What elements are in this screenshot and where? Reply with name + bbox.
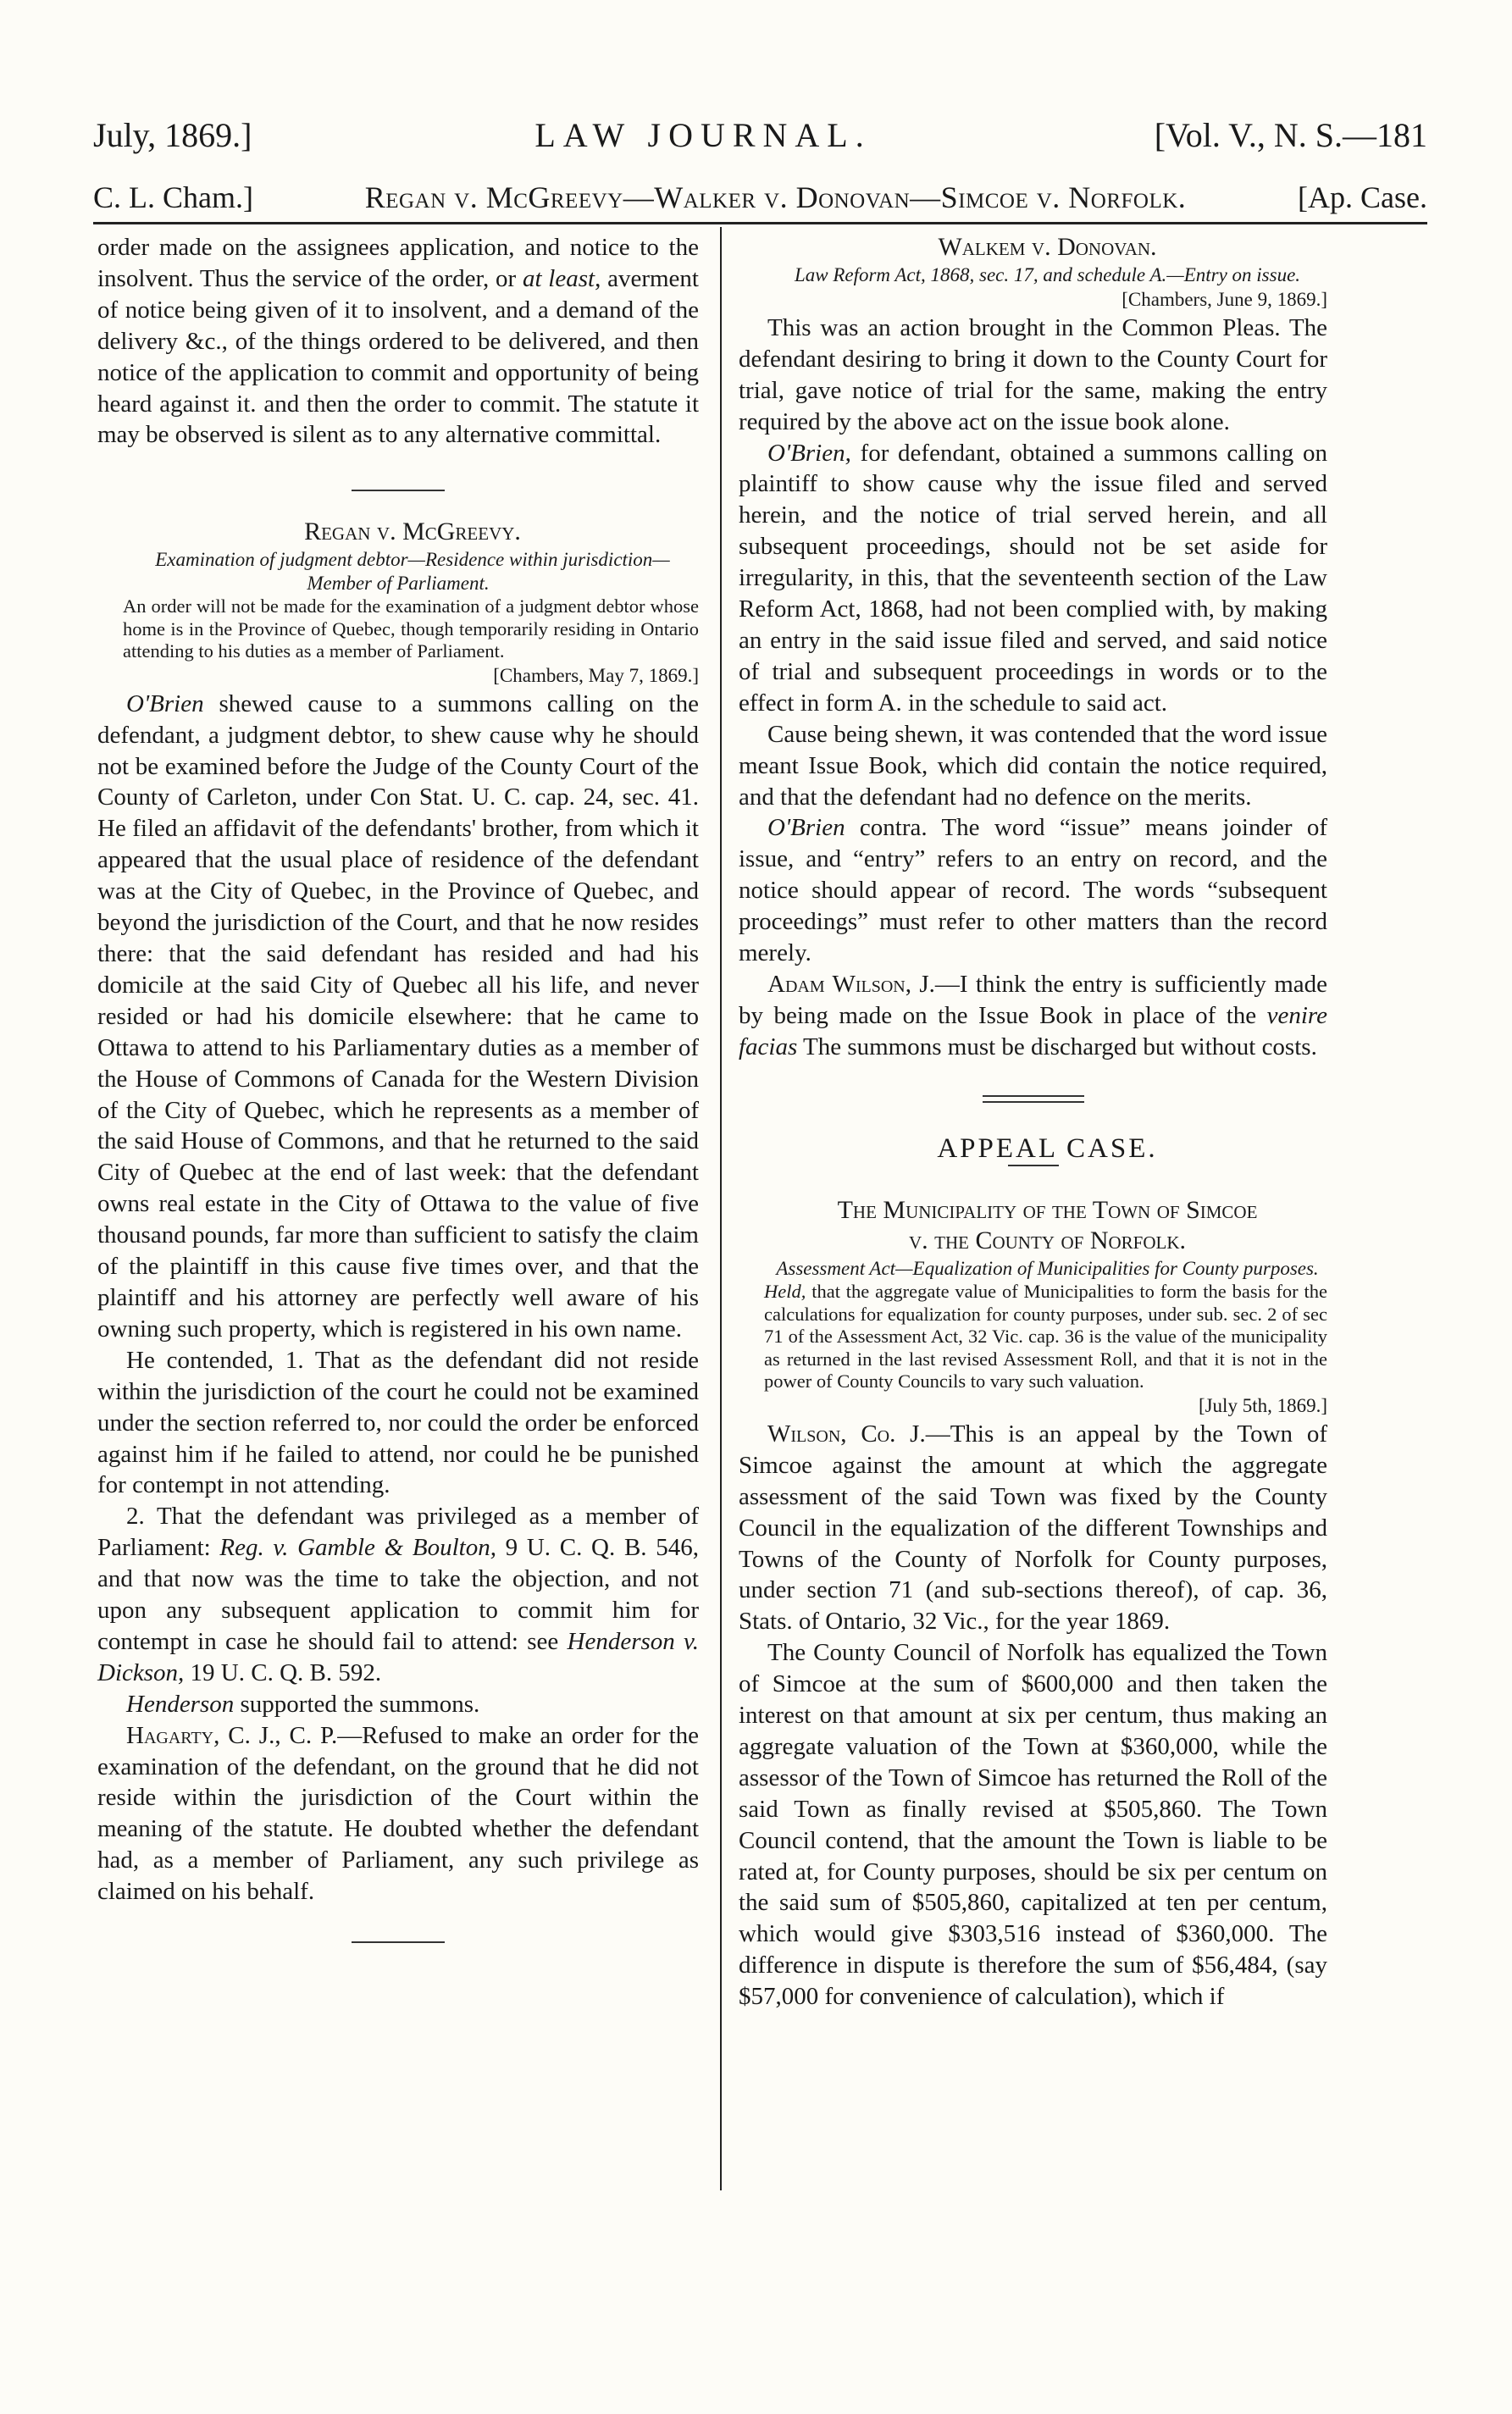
subhead-cases: Regan v. McGreevy—Walker v. Donovan—Simcoe v. Norfolk. — [364, 180, 1187, 214]
double-rule — [983, 1095, 1084, 1103]
case-title: Walkem v. Donovan. — [938, 233, 1157, 261]
case-title-line2: v. the County of Norfolk. — [908, 1226, 1186, 1255]
headnote: Held, that the aggregate value of Municipalities to form the basis for the calculations for equalization for county purposes, under sub. sec. 2 of sec 71 of the Assessment Act, 32 Vic. cap. 36 is the value of the municipality as returned in the last revised Assessment Roll, and that it is not in the power of County Councils to vary such valuation. — [764, 1281, 1327, 1392]
paragraph: Wilson, Co. J.—This is an appeal by the Town of Simcoe against the amount at which the aggregate assessment of the said Town was fixed by the County Council in the equalization of the different Townships and Towns of the County of Norfolk for County purposes, under section 71 (and sub-sections thereof), of cap. 36, Stats. of Ontario, 32 Vic., for the year 1869. — [739, 1420, 1327, 1636]
paragraph: The County Council of Norfolk has equalized the Town of Simcoe at the sum of $600,000 and then taken the interest on that amount at six per centum, thus making an aggregate valuation of the Town at $360,000, while the assessor of the Town of Simcoe has returned the Roll of the said Town as finally revised at $505,860. The Town Council contend, that the amount the Town is liable to be rated at, for County purposes, should be six per centum on the said sum of $505,860, capitalized at ten per centum, which would give $303,516 instead of $360,000. The difference in dispute is therefore the sum of $56,484, (say $57,000 for convenience of calculation), which if — [739, 1639, 1327, 2011]
decision-date: [Chambers, June 9, 1869.] — [1122, 288, 1327, 310]
case-title: Regan v. McGreevy. — [304, 518, 521, 546]
header-title: LAW JOURNAL. — [534, 116, 872, 154]
paragraph: O'Brien, for defendant, obtained a summons calling on plaintiff to show cause why the issue filed and served herein, and the notice of trial served herein, and all subsequent proceedings, should not be set aside for irregularity, in this, that the seventeenth section of the Law Reform Act, 1868, had not been complied with, by making an entry in the said issue filed and served, and said notice of trial and subsequent proceedings in words or to the effect in form A. in the schedule to said act. — [739, 439, 1327, 717]
subhead — [93, 180, 1427, 215]
case-title-line1: The Municipality of the Town of Simcoe — [837, 1195, 1258, 1224]
header-rule — [93, 222, 1427, 224]
paragraph: Adam Wilson, J.—I think the entry is sufficiently made by being made on the Issue Book in place of the venire facias The summons must be discharged but without costs. — [739, 970, 1327, 1060]
paragraph: O'Brien contra. The word “issue” means joinder of issue, and “entry” refers to an entry on record, and the notice should appear of record. The words “subsequent proceedings” must refer to other matters than the record merely. — [739, 814, 1327, 967]
paragraph: This was an action brought in the Common Pleas. The defendant desiring to bring it down to the County Court for trial, gave notice of trial for the same, making the entry required by the above act on the issue book alone. — [739, 313, 1327, 435]
paragraph: He contended, 1. That as the defendant did not reside within the jurisdiction of the court he could not be examined under the section referred to, nor could the order be enforced against him if he failed to attend, nor could he be punished for contempt in not attending. — [97, 1346, 699, 1499]
decision-date: [July 5th, 1869.] — [1198, 1394, 1327, 1416]
paragraph: Cause being shewn, it was contended that the word issue meant Issue Book, which did contain the notice required, and that the defendant had no defence on the merits. — [739, 720, 1327, 811]
headnote: An order will not be made for the examination of a judgment debtor whose home is in the Province of Quebec, though temporarily residing in Ontario attending to his duties as a member of Parliament. — [123, 595, 699, 662]
paragraph: order made on the assignees application, and notice to the insolvent. Thus the service of the order, or at least, averment of notice being given of it to insolvent, and a demand of the delivery &c., of the things ordered to be delivered, and then notice of the application to commit and opportunity of being heard against it. and then the order to commit. The statute it may be observed is silent as to any alternative committal. — [97, 234, 699, 449]
subhead-section: [Ap. Case. — [1298, 180, 1427, 214]
decision-date: [Chambers, May 7, 1869.] — [493, 664, 699, 686]
running-head — [93, 115, 1427, 155]
right-column — [739, 232, 1327, 2013]
divider — [352, 490, 445, 491]
left-column — [97, 232, 699, 1943]
paragraph: Hagarty, C. J., C. P.—Refused to make an order for the examination of the defendant, on the ground that he did not reside within the jurisdiction of the Court within the meaning of the statute. He doubted whether the defendant had, as a member of Parliament, any such privilege as claimed on his behalf. — [97, 1721, 699, 1906]
divider — [1008, 1165, 1059, 1166]
paragraph: 2. That the defendant was privileged as a member of Parliament: Reg. v. Gamble & Boulton, 9 U. C. Q. B. 546, and that now was the time to take the objection, and not upon any subsequent application to commit him for contempt in case he should fail to attend: see Henderson v. Dickson, 19 U. C. Q. B. 592. — [97, 1503, 699, 1686]
subhead-court: C. L. Cham.] — [93, 180, 253, 214]
catchwords: Assessment Act—Equalization of Municipalities for County purposes. — [776, 1258, 1319, 1280]
section-heading: APPEAL CASE. — [937, 1132, 1158, 1164]
header-volume: [Vol. V., N. S.—181 — [1154, 116, 1427, 154]
column-divider — [720, 227, 722, 2190]
header-date: July, 1869.] — [93, 116, 252, 154]
divider — [352, 1941, 445, 1943]
paragraph: O'Brien shewed cause to a summons calling on the defendant, a judgment debtor, to shew cause why he should not be examined before the Judge of the County Court of the County of Carleton, under Con Stat. U. C. cap. 24, sec. 41. He filed an affidavit of the defendants' brother, from which it appeared that the usual place of residence of the defendant was at the City of Quebec, in the Province of Quebec, and beyond the jurisdiction of the Court, and that he now resides there: that the said defendant has resided and had his domicile at the said City of Quebec all his life, and never resided or had his domicile elsewhere: that he came to Ottawa to attend to his Parliamentary duties as a member of the House of Commons of Canada for the Western Division of the City of Quebec, which he represents as a member of the said House of Commons, and that he returned to the said City of Quebec at the end of last week: that the defendant owns real estate in the City of Ottawa to the value of five thousand pounds, far more than sufficient to satisfy the claim of the plaintiff in this cause five times over, and that the plaintiff and his attorney are perfectly well aware of his owning such property, which is registered in his own name. — [97, 689, 699, 1343]
paragraph: Henderson supported the summons. — [126, 1690, 480, 1718]
catchwords: Law Reform Act, 1868, sec. 17, and schedule A.—Entry on issue. — [794, 263, 1301, 285]
catchwords: Examination of judgment debtor—Residence within jurisdiction—Member of Parliament. — [155, 549, 670, 595]
